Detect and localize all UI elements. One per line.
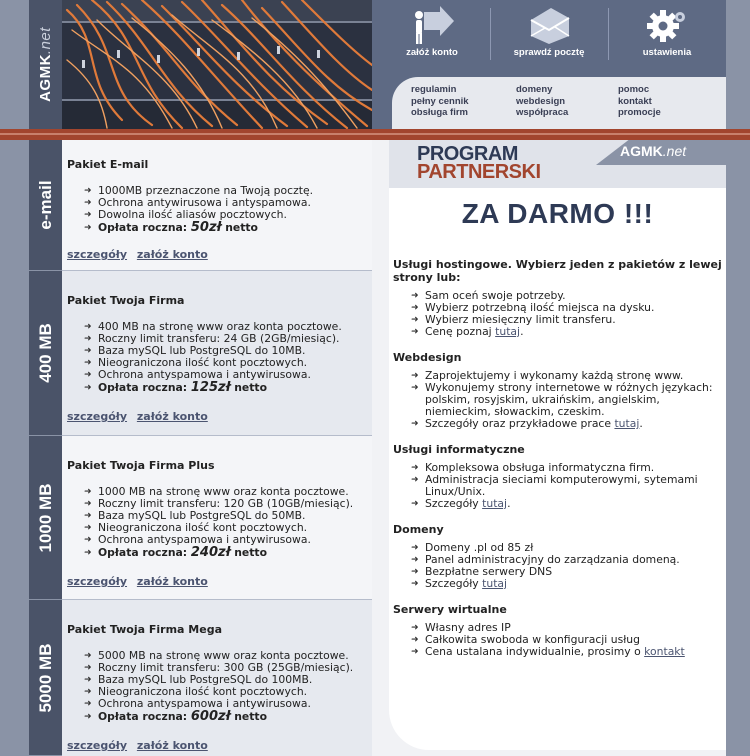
list-item: ➜ Baza mySQL lub PostgreSQL do 50MB. bbox=[84, 510, 372, 522]
package-price: ➜ Opłata roczna: 600zł netto bbox=[84, 711, 372, 723]
package-features bbox=[84, 185, 372, 234]
list-item: ➜ Ochrona antyspamowa i antywirusowa. bbox=[84, 698, 372, 710]
package-price: ➜ Opłata roczna: 50zł netto bbox=[84, 222, 372, 234]
list-item: ➜ Wybierz miesięczny limit transferu. bbox=[411, 314, 723, 326]
list-item: ➜ 1000 MB na stronę www oraz konta pocztowe. bbox=[84, 486, 372, 498]
list-item: ➜ Cenę poznaj tutaj. bbox=[411, 326, 723, 338]
hosting-list bbox=[411, 290, 723, 338]
section-title-it: Usługi informatyczne bbox=[393, 443, 525, 456]
logo[interactable] bbox=[29, 0, 62, 129]
header-separator bbox=[490, 8, 491, 60]
menu-item-wspolpraca[interactable]: współpraca bbox=[516, 107, 569, 118]
list-item: ➜ Nieograniczona ilość kont pocztowych. bbox=[84, 686, 372, 698]
menu-item-pelny-cennik[interactable]: pełny cennik bbox=[411, 95, 469, 107]
list-item: ➜ Nieograniczona ilość kont pocztowych. bbox=[84, 357, 372, 369]
details-link[interactable]: szczegóły bbox=[67, 739, 128, 752]
list-item: ➜ 1000MB przeznaczone na Twoją pocztę. bbox=[84, 185, 372, 197]
details-link[interactable]: szczegóły bbox=[67, 410, 128, 423]
list-item: ➜ Całkowita swoboda w konfiguracji usług bbox=[411, 634, 723, 646]
partner-brand: AGMK.net bbox=[620, 143, 687, 159]
details-link[interactable]: szczegóły bbox=[67, 575, 128, 588]
right-edge bbox=[726, 0, 750, 756]
list-item: ➜ Zaprojektujemy i wykonamy każdą stronę www. bbox=[411, 370, 723, 382]
list-item: ➜ Szczegóły oraz przykładowe prace tutaj. bbox=[411, 418, 723, 430]
services-content bbox=[393, 258, 723, 671]
section-title-hosting: Usługi hostingowe. Wybierz jeden z pakietów z lewej strony lub: bbox=[393, 258, 722, 284]
check-mail-button[interactable] bbox=[494, 4, 604, 60]
menu-item-obsluga-firm[interactable]: obsługa firm bbox=[411, 107, 469, 118]
settings-label: ustawienia bbox=[642, 47, 692, 58]
list-item: ➜ Własny adres IP bbox=[411, 622, 723, 634]
logo-main: AGMK bbox=[37, 54, 55, 102]
list-item: ➜ Roczny limit transferu: 300 GB (25GB/miesiąc). bbox=[84, 662, 372, 674]
create-account-button[interactable] bbox=[377, 4, 487, 60]
package-title: Pakiet E-mail bbox=[67, 158, 149, 171]
list-item: ➜ Sam oceń swoje potrzeby. bbox=[411, 290, 723, 302]
check-mail-label: sprawdź pocztę bbox=[513, 47, 585, 58]
envelope-icon bbox=[527, 6, 571, 46]
settings-button[interactable] bbox=[612, 4, 722, 60]
details-link[interactable]: szczegóły bbox=[67, 248, 128, 261]
package-features bbox=[84, 650, 372, 723]
package-features bbox=[84, 486, 372, 559]
person-arrow-icon bbox=[410, 6, 454, 46]
package-twoja-firma-plus bbox=[62, 436, 372, 600]
list-item: ➜ Administracja sieciami komputerowymi, sytemami Linux/Unix. bbox=[411, 474, 723, 498]
domains-details-link[interactable]: tutaj bbox=[482, 577, 508, 590]
left-edge bbox=[0, 0, 29, 756]
menu-item-webdesign[interactable]: webdesign bbox=[516, 95, 566, 107]
main-menu bbox=[392, 77, 726, 129]
header-separator bbox=[608, 8, 609, 60]
it-list bbox=[411, 462, 723, 510]
webdesign-details-link[interactable]: tutaj bbox=[614, 417, 640, 430]
section-title-webdesign: Webdesign bbox=[393, 351, 462, 364]
menu-item-domeny[interactable]: domeny bbox=[516, 84, 553, 95]
list-item: ➜ Ochrona antywirusowa i antyspamowa. bbox=[84, 197, 372, 209]
package-price: ➜ Opłata roczna: 240zł netto bbox=[84, 547, 372, 559]
contact-link[interactable]: kontakt bbox=[644, 645, 685, 658]
side-label-email bbox=[29, 140, 62, 271]
list-item: ➜ Wybierz potrzebną ilość miejsca na dysku. bbox=[411, 302, 723, 314]
list-item: ➜ 5000 MB na stronę www oraz konta pocztowe. bbox=[84, 650, 372, 662]
side-label-5000 bbox=[29, 600, 62, 756]
list-item: ➜ Baza mySQL lub PostgreSQL do 100MB. bbox=[84, 674, 372, 686]
list-item: ➜ Bezpłatne serwery DNS bbox=[411, 566, 723, 578]
side-label-text: e-mail bbox=[35, 180, 55, 230]
list-item: ➜ Kompleksowa obsługa informatyczna firm. bbox=[411, 462, 723, 474]
create-account-link[interactable]: załóż konto bbox=[136, 739, 208, 752]
vps-list bbox=[411, 622, 723, 658]
it-details-link[interactable]: tutaj bbox=[482, 497, 508, 510]
menu-item-promocje[interactable]: promocje bbox=[618, 107, 661, 118]
list-item: ➜ Roczny limit transferu: 120 GB (10GB/miesiąc). bbox=[84, 498, 372, 510]
list-item: ➜ Panel administracyjny do zarządzania domeną. bbox=[411, 554, 723, 566]
create-account-link[interactable]: załóż konto bbox=[136, 248, 208, 261]
list-item: ➜ Roczny limit transferu: 24 GB (2GB/miesiąc). bbox=[84, 333, 372, 345]
package-features bbox=[84, 321, 372, 394]
package-title: Pakiet Twoja Firma bbox=[67, 294, 185, 307]
free-headline: ZA DARMO !!! bbox=[461, 198, 654, 229]
list-item: ➜ Dowolna ilość aliasów pocztowych. bbox=[84, 209, 372, 221]
menu-item-pomoc[interactable]: pomoc bbox=[618, 84, 650, 95]
header-photo bbox=[62, 0, 372, 129]
list-item: ➜ 400 MB na stronę www oraz konta pocztowe. bbox=[84, 321, 372, 333]
package-twoja-firma-mega bbox=[62, 600, 372, 756]
logo-suffix: .net bbox=[37, 27, 55, 55]
list-item: ➜ Cena ustalana indywidualnie, prosimy o kontakt bbox=[411, 646, 723, 658]
section-title-domains: Domeny bbox=[393, 523, 444, 536]
list-item: ➜ Ochrona antyspamowa i antywirusowa. bbox=[84, 534, 372, 546]
partner-banner-title[interactable] bbox=[417, 145, 541, 181]
hosting-details-link[interactable]: tutaj bbox=[495, 325, 521, 338]
webdesign-list bbox=[411, 370, 723, 430]
partner-title-line2: PARTNERSKI bbox=[417, 161, 541, 183]
package-twoja-firma bbox=[62, 271, 372, 436]
list-item: ➜ Domeny .pl od 85 zł bbox=[411, 542, 723, 554]
package-title: Pakiet Twoja Firma Plus bbox=[67, 459, 215, 472]
create-account-label: załóż konto bbox=[406, 47, 458, 58]
side-label-400 bbox=[29, 271, 62, 436]
list-item: ➜ Wykonujemy strony internetowe w różnych językach: polskim, rosyjskim, ukraińskim, angielskim, niemieckim, słowackim, czeskim. bbox=[411, 382, 723, 418]
package-email bbox=[62, 140, 372, 271]
create-account-link[interactable]: załóż konto bbox=[136, 575, 208, 588]
section-title-vps: Serwery wirtualne bbox=[393, 603, 507, 616]
menu-item-regulamin[interactable]: regulamin bbox=[411, 84, 457, 95]
header-divider bbox=[0, 129, 750, 140]
list-item: ➜ Ochrona antyspamowa i antywirusowa. bbox=[84, 369, 372, 381]
gear-icon bbox=[645, 6, 689, 46]
package-title: Pakiet Twoja Firma Mega bbox=[67, 623, 222, 636]
side-label-1000 bbox=[29, 436, 62, 600]
list-item: ➜ Szczegóły tutaj. bbox=[411, 498, 723, 510]
partner-title-line1: PROGRAM bbox=[417, 143, 518, 165]
menu-item-kontakt[interactable]: kontakt bbox=[618, 95, 652, 107]
domains-list bbox=[411, 542, 723, 590]
side-label-text: 5000 MB bbox=[35, 643, 55, 712]
package-price: ➜ Opłata roczna: 125zł netto bbox=[84, 382, 372, 394]
list-item: ➜ Szczegóły tutaj bbox=[411, 578, 723, 590]
list-item: ➜ Baza mySQL lub PostgreSQL do 10MB. bbox=[84, 345, 372, 357]
create-account-link[interactable]: załóż konto bbox=[136, 410, 208, 423]
list-item: ➜ Nieograniczona ilość kont pocztowych. bbox=[84, 522, 372, 534]
side-label-text: 1000 MB bbox=[35, 483, 55, 552]
side-label-text: 400 MB bbox=[35, 323, 55, 383]
